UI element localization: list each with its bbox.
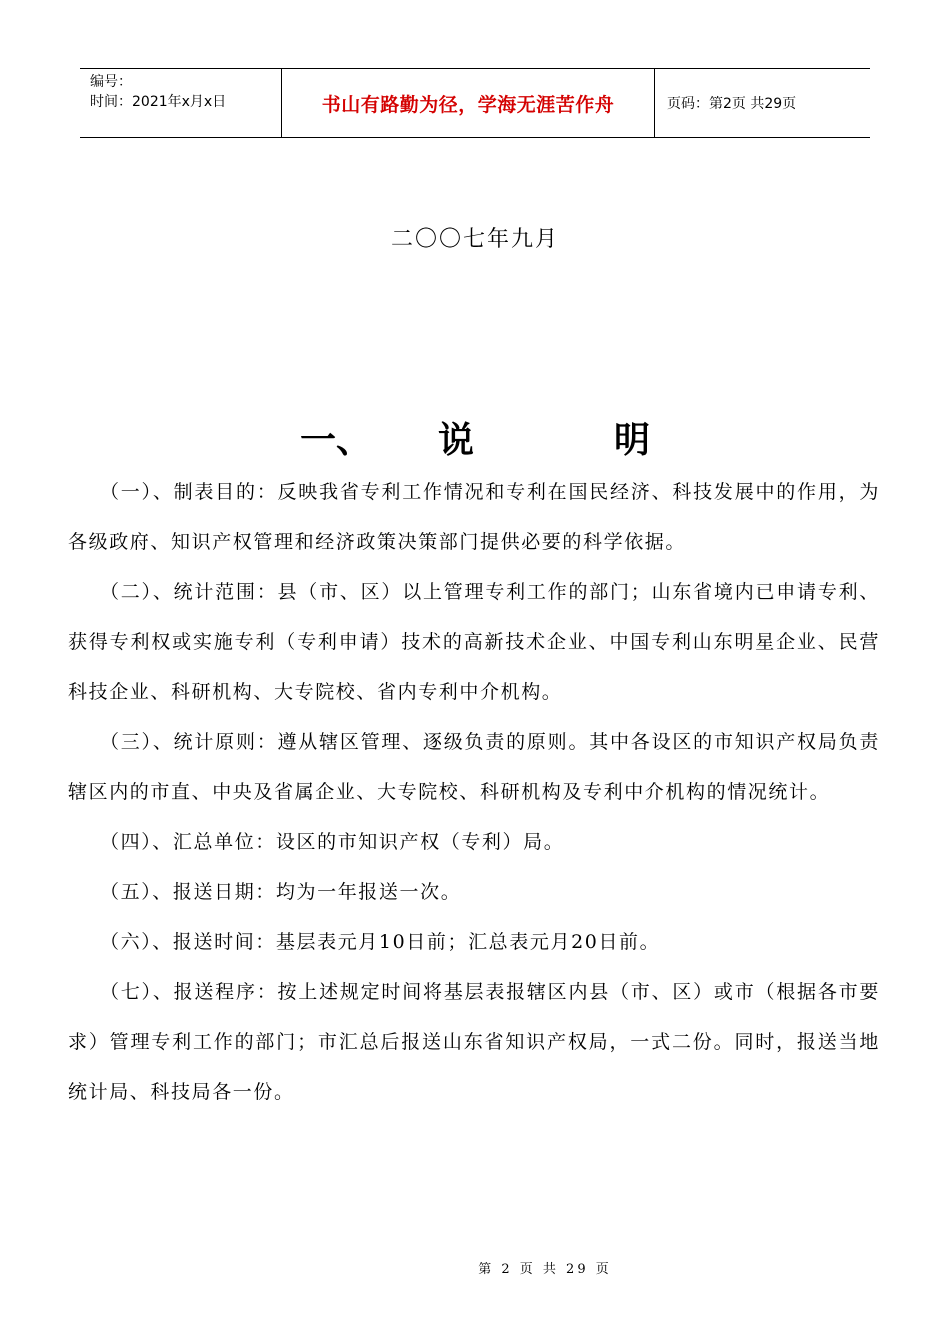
- body-text: [68, 467, 880, 1117]
- paragraph-1: （一）、制表目的：反映我省专利工作情况和专利在国民经济、科技发展中的作用，为各级政府、知识产权管理和经济政策决策部门提供必要的科学依据。: [68, 481, 880, 553]
- section-title: [300, 412, 660, 462]
- header-table: [80, 68, 870, 138]
- paragraph-5: （五）、报送日期：均为一年报送一次。: [100, 881, 462, 903]
- header-motto: 书山有路勤为径，学海无涯苦作舟: [282, 69, 655, 137]
- header-page-info: 页码：第2页 共29页: [667, 96, 797, 112]
- section-char-2: 明: [614, 420, 651, 461]
- paragraph-4: （四）、汇总单位：设区的市知识产权（专利）局。: [100, 831, 565, 853]
- paragraph-6: （六）、报送时间：基层表元月10日前；汇总表元月20日前。: [100, 931, 661, 953]
- section-numeral: 一、: [300, 420, 373, 461]
- date-line: 二〇〇七年九月: [390, 227, 559, 252]
- number-label: 编号：: [90, 74, 132, 90]
- page-footer: 第 2 页 共 29 页: [478, 1262, 612, 1277]
- paragraph-2: （二）、统计范围：县（市、区）以上管理专利工作的部门；山东省境内已申请专利、获得专利权或实施专利（专利申请）技术的高新技术企业、中国专利山东明星企业、民营科技企业、科研机构、大专院校、省内专利中介机构。: [68, 581, 880, 703]
- section-char-1: 说: [438, 420, 475, 461]
- time-label: 时间：2021年x月x日: [90, 94, 227, 110]
- paragraph-7: （七）、报送程序：按上述规定时间将基层表报辖区内县（市、区）或市（根据各市要求）管理专利工作的部门；市汇总后报送山东省知识产权局，一式二份。同时，报送当地统计局、科技局各一份。: [68, 981, 880, 1103]
- header-meta: [80, 69, 282, 137]
- paragraph-3: （三）、统计原则：遵从辖区管理、逐级负责的原则。其中各设区的市知识产权局负责辖区内的市直、中央及省属企业、大专院校、科研机构及专利中介机构的情况统计。: [68, 731, 880, 803]
